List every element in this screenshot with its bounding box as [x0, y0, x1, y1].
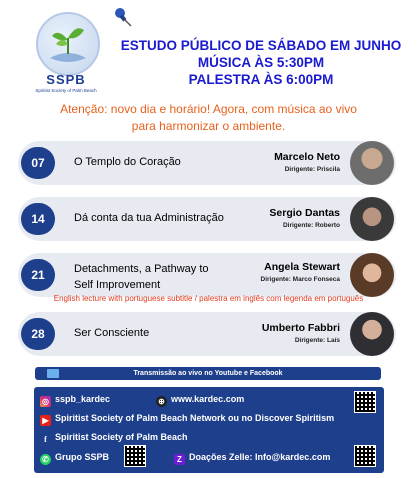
website-link[interactable] [156, 394, 244, 407]
schedule-row [18, 141, 396, 185]
instagram-handle: sspb_kardec [55, 394, 111, 404]
qr-code-whatsapp [124, 445, 146, 467]
lecture-topic-line-2: Self Improvement [74, 279, 161, 291]
zelle-email: Doações Zelle: Info@kardec.com [189, 452, 331, 462]
title-line-3: PALESTRA ÀS 6:00PM [188, 72, 334, 87]
speaker-name: Angela Stewart [264, 261, 340, 273]
speaker-role: Dirigente: Marco Fonseca [260, 276, 340, 283]
english-subtitle-note: English lecture with portuguese subtitle / palestra em inglês com legenda em português [53, 294, 364, 303]
instagram-icon: ◎ [40, 396, 51, 407]
instagram-link[interactable] [40, 394, 110, 407]
speaker-role: Dirigente: Priscila [284, 166, 340, 173]
globe-icon: ⊕ [156, 396, 167, 407]
website-url: www.kardec.com [171, 394, 245, 404]
live-stream-bar [35, 367, 381, 380]
speaker-photo [350, 197, 394, 241]
speaker-name: Sergio Dantas [269, 207, 340, 219]
schedule-row [18, 312, 396, 356]
speaker-role: Dirigente: Laís [294, 337, 340, 344]
qr-code [354, 391, 376, 413]
contact-footer [34, 387, 384, 473]
speaker-info [180, 322, 340, 344]
zelle-icon: Z [174, 454, 185, 465]
lecture-topic: O Templo do Coração [74, 156, 181, 168]
speaker-name: Marcelo Neto [274, 151, 340, 163]
logo-emblem [36, 12, 100, 76]
speaker-photo [350, 141, 394, 185]
qr-code-zelle [354, 445, 376, 467]
date-badge: 28 [21, 318, 55, 350]
lecture-topic: Ser Consciente [74, 327, 150, 339]
speaker-photo [350, 253, 394, 297]
pushpin-icon [112, 6, 134, 33]
speaker-role: Dirigente: Roberto [282, 222, 340, 229]
speaker-info [180, 207, 340, 229]
date-badge: 14 [21, 203, 55, 235]
whatsapp-group: Grupo SSPB [55, 452, 110, 462]
sspb-logo [30, 12, 102, 100]
speaker-info [180, 151, 340, 173]
schedule-row [18, 253, 396, 297]
page-title [105, 38, 417, 88]
youtube-icon: ▶ [40, 415, 51, 426]
logo-text: SSPB [46, 72, 86, 87]
notice-line-1: Atenção: novo dia e horário! Agora, com música ao vivo [60, 102, 357, 116]
date-badge: 07 [21, 147, 55, 179]
whatsapp-icon: ✆ [40, 454, 51, 465]
live-stream-text: Transmissão ao vivo no Youtube e Facebook [133, 370, 283, 377]
facebook-link[interactable] [40, 432, 188, 445]
lecture-topic: Dá conta da tua Administração [74, 212, 224, 224]
facebook-icon: f [40, 434, 51, 445]
date-badge: 21 [21, 259, 55, 291]
speaker-info [180, 261, 340, 283]
whatsapp-link[interactable] [40, 452, 109, 465]
schedule-row [18, 197, 396, 241]
notice-line-2: para harmonizar o ambiente. [131, 119, 286, 133]
youtube-link[interactable] [40, 413, 334, 426]
logo-subtitle: Spiritist Society of Palm Beach [35, 88, 97, 93]
schedule-notice [0, 101, 417, 135]
title-line-2: MÚSICA ÀS 5:30PM [197, 55, 325, 70]
title-line-1: ESTUDO PÚBLICO DE SÁBADO EM JUNHO [120, 38, 402, 53]
lecture-topic-line-1: Detachments, a Pathway to [74, 263, 209, 275]
youtube-channel: Spiritist Society of Palm Beach Network ou no Discover Spiritism [55, 413, 335, 423]
zelle-donation[interactable] [174, 452, 330, 465]
speaker-photo [350, 312, 394, 356]
facebook-page: Spiritist Society of Palm Beach [55, 432, 188, 442]
speaker-name: Umberto Fabbri [261, 322, 340, 334]
